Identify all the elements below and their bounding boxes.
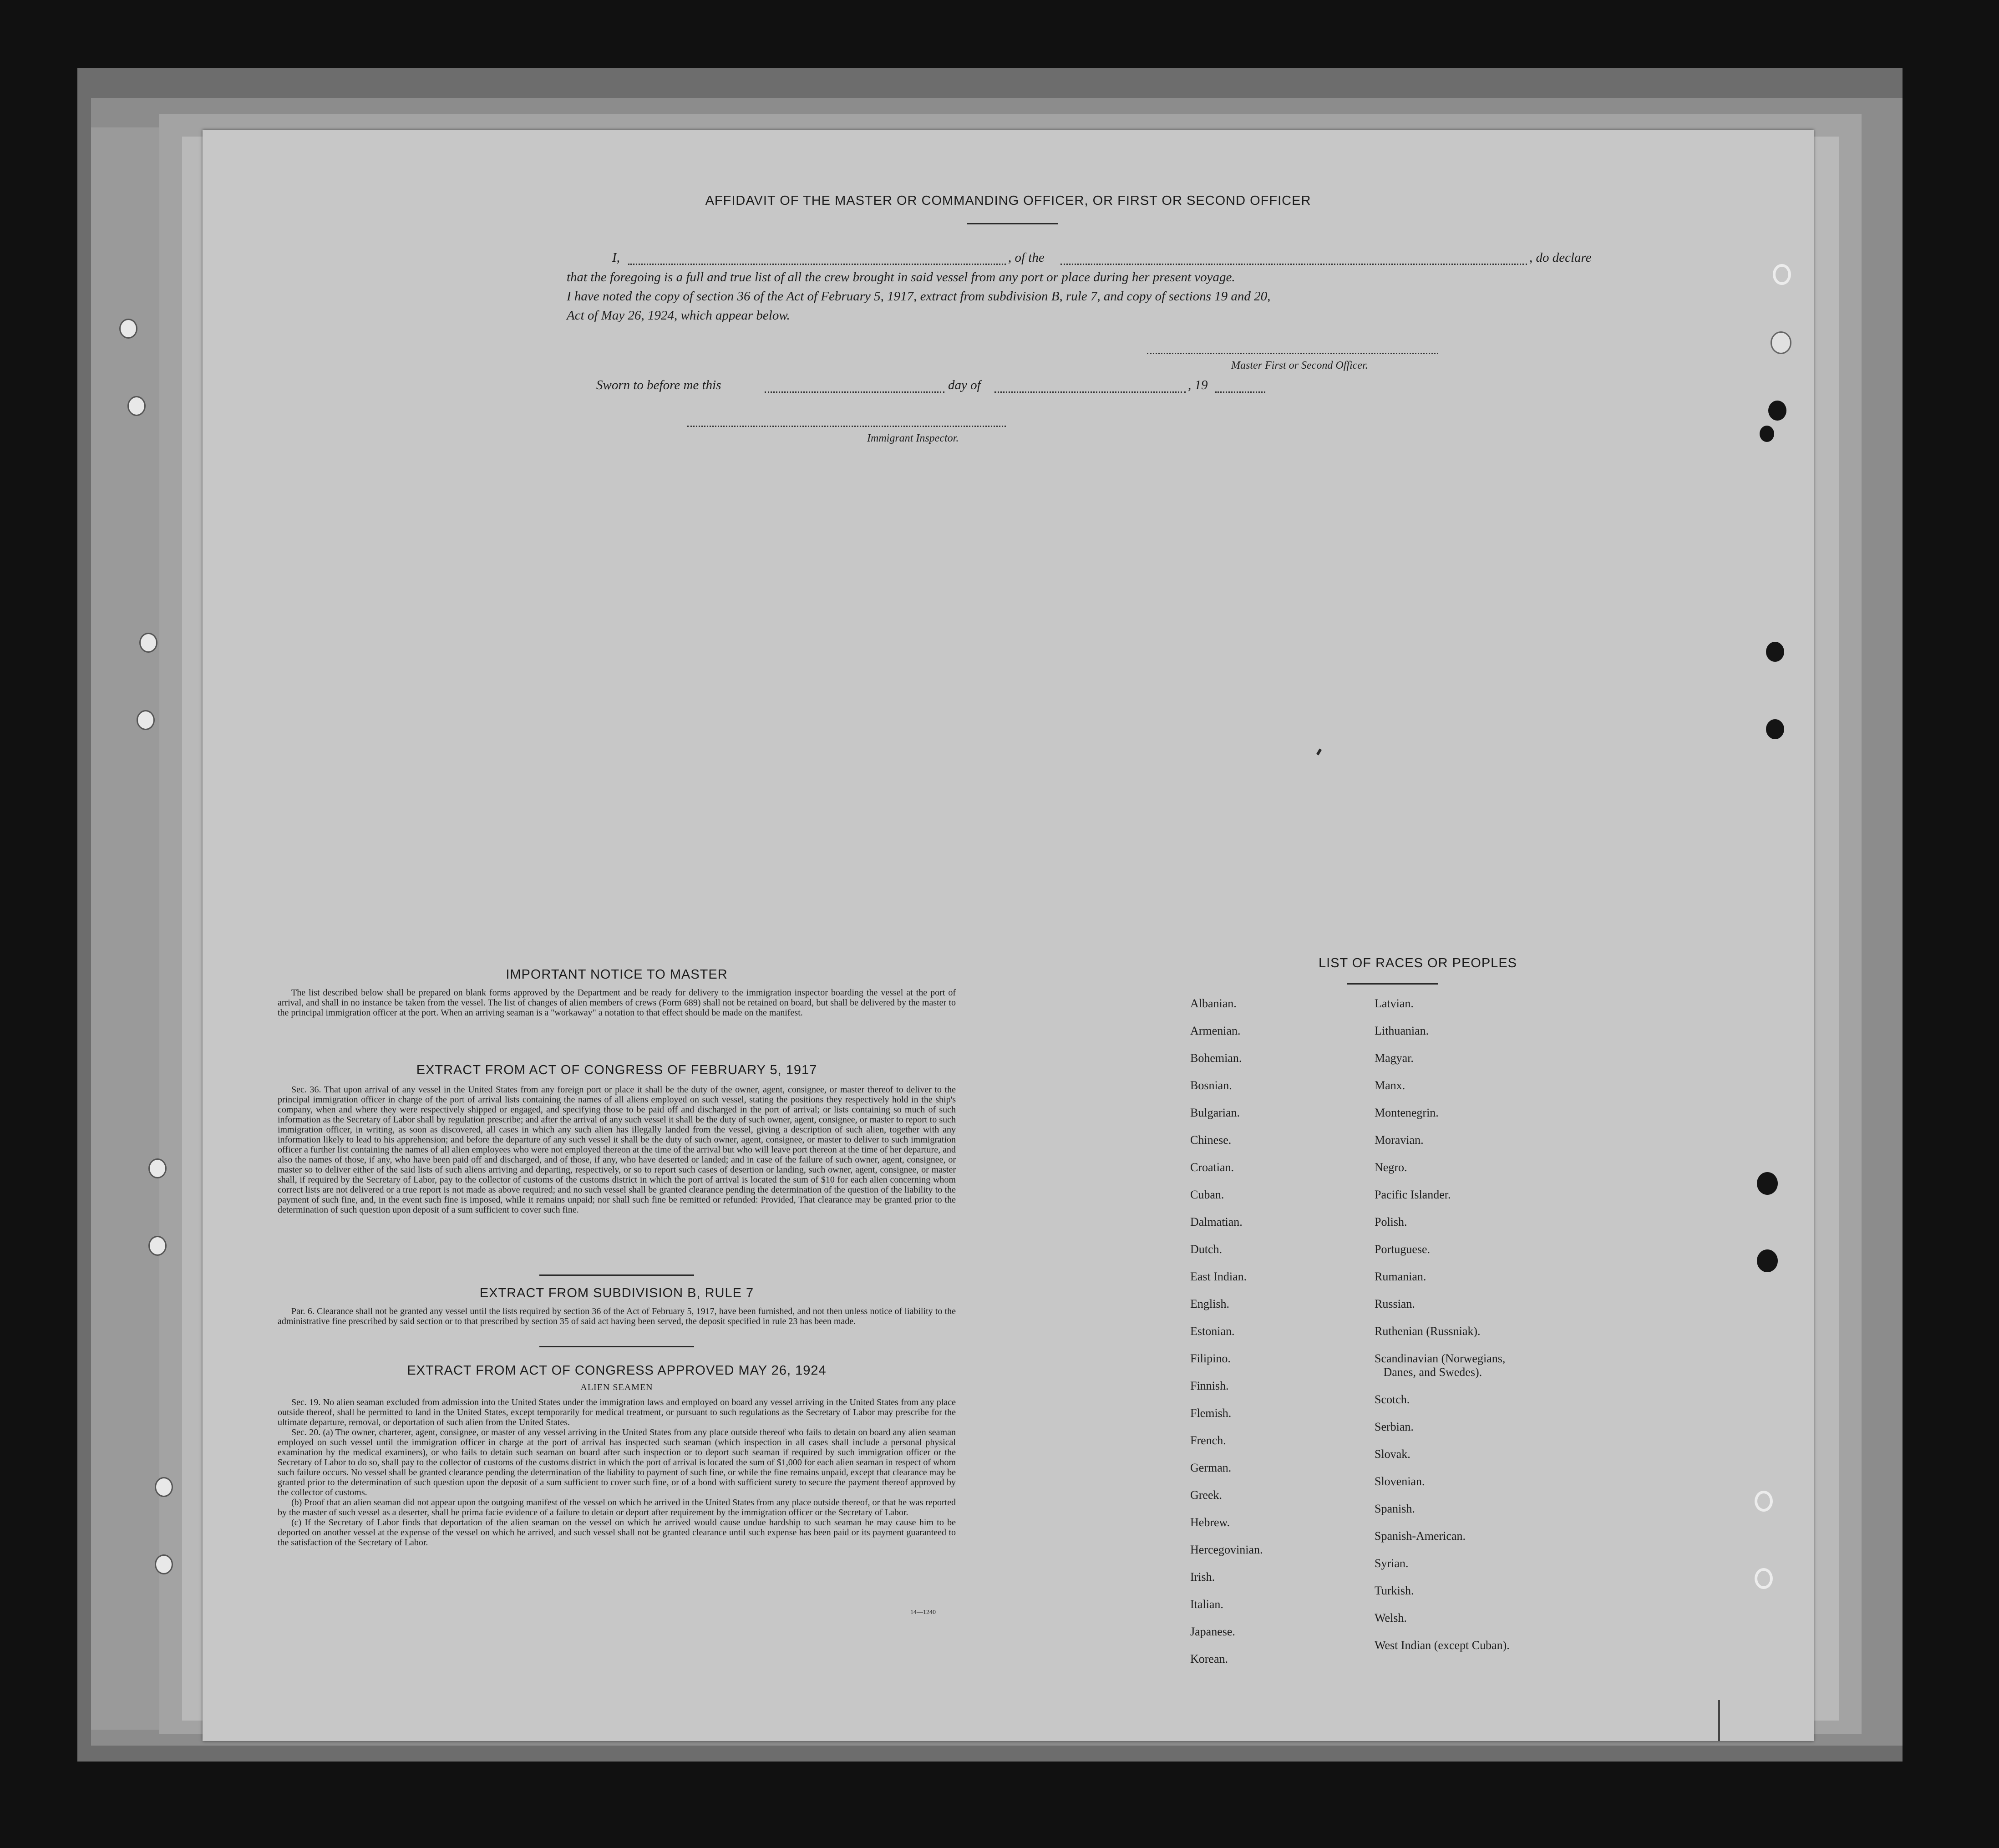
sworn-label: Sworn to before me this xyxy=(596,378,721,392)
punch-hole xyxy=(1768,401,1786,421)
notice-body: The list described below shall be prepared on blank forms approved by the Department and be ready for delivery to the immigration inspector boarding the vessel at the port of arrival, and shall in no instance be taken from the vessel. The list of changes of alien members of crews (Form 689) shall not be retained on board, but shall be delivered by the master to the principal immigration officer at the port. When an arriving seaman is a "workaway" a notation to that effect should be made on the manifest. xyxy=(278,988,956,1018)
race-item: Bosnian. xyxy=(1190,1079,1232,1092)
affidavit-declare: , do declare xyxy=(1529,250,1592,265)
race-item: Spanish. xyxy=(1375,1502,1415,1515)
race-item: Cuban. xyxy=(1190,1188,1224,1201)
race-item: Finnish. xyxy=(1190,1379,1229,1392)
race-item: Ruthenian (Russniak). xyxy=(1375,1325,1481,1338)
punch-hole xyxy=(1755,1491,1773,1512)
vessel-blank xyxy=(1060,254,1527,265)
divider xyxy=(1347,983,1438,985)
document-page xyxy=(203,130,1814,1741)
race-item: Dalmatian. xyxy=(1190,1215,1243,1229)
race-item: East Indian. xyxy=(1190,1270,1247,1283)
punch-hole xyxy=(1766,642,1784,662)
race-item: English. xyxy=(1190,1297,1229,1310)
section-20c: (c) If the Secretary of Labor finds that deportation of the alien seaman on the vessel on which he arrived would cause undue hardship to such seaman he may cause him to be deported on another vessel at the expense of the vessel on which he arrived, and such vessel shall not be granted clearance until such expense has been paid or its payment guaranteed to the satisfaction of the Secretary of Labor. xyxy=(278,1518,956,1548)
master-label: Master First or Second Officer. xyxy=(1231,360,1368,371)
divider xyxy=(967,223,1058,224)
punch-hole xyxy=(155,1477,173,1497)
race-item: Irish. xyxy=(1190,1570,1215,1584)
inspector-label: Immigrant Inspector. xyxy=(867,432,959,444)
race-item: Italian. xyxy=(1190,1598,1223,1611)
race-item: Syrian. xyxy=(1375,1557,1409,1570)
race-item: French. xyxy=(1190,1434,1226,1447)
subdivision-b-body: Par. 6. Clearance shall not be granted any vessel until the lists required by section 36 of the Act of February 5, 1917, have been furnished, and not then unless notice of liability to the administrative fine prescribed by said section or to that prescribed by section 35 of said act having been served, the deposit specified in rule 23 has been made. xyxy=(278,1306,956,1326)
punch-hole xyxy=(119,319,137,339)
race-item: Portuguese. xyxy=(1375,1243,1431,1256)
punch-hole xyxy=(148,1236,167,1256)
race-item: Spanish-American. xyxy=(1375,1529,1466,1543)
race-item: Slovenian. xyxy=(1375,1475,1425,1488)
punch-hole xyxy=(1755,1568,1773,1589)
race-item: Armenian. xyxy=(1190,1024,1241,1037)
race-item: Montenegrin. xyxy=(1375,1106,1439,1119)
race-item: Hebrew. xyxy=(1190,1516,1230,1529)
stray-mark xyxy=(1718,1700,1720,1741)
race-item: Korean. xyxy=(1190,1652,1228,1665)
signature-blank xyxy=(1147,348,1438,354)
race-item: Hercegovinian. xyxy=(1190,1543,1263,1556)
race-item: Scandinavian (Norwegians, Danes, and Swedes). xyxy=(1375,1352,1506,1379)
race-item: Magyar. xyxy=(1375,1051,1414,1065)
extract-1917-title: EXTRACT FROM ACT OF CONGRESS OF FEBRUARY 5, 1917 xyxy=(416,1063,817,1077)
race-item: Lithuanian. xyxy=(1375,1024,1429,1037)
race-item: Dutch. xyxy=(1190,1243,1223,1256)
affidavit-line-3: I have noted the copy of section 36 of the Act of February 5, 1917, extract from subdivision B, rule 7, and copy of sections 19 and 20, xyxy=(567,289,1271,304)
race-item: West Indian (except Cuban). xyxy=(1375,1639,1510,1652)
punch-hole xyxy=(1757,1172,1778,1195)
race-item: Estonian. xyxy=(1190,1325,1235,1338)
race-item: Russian. xyxy=(1375,1297,1415,1310)
punch-hole xyxy=(139,633,157,653)
race-item: Turkish. xyxy=(1375,1584,1414,1597)
race-item: Negro. xyxy=(1375,1161,1407,1174)
sworn-day-blank xyxy=(765,381,944,393)
name-blank xyxy=(628,254,1006,265)
sworn-month-blank xyxy=(994,381,1186,393)
race-item: Latvian. xyxy=(1375,997,1414,1010)
race-item: Albanian. xyxy=(1190,997,1237,1010)
race-item: Rumanian. xyxy=(1375,1270,1426,1283)
section-20b: (b) Proof that an alien seaman did not appear upon the outgoing manifest of the vessel on which he arrived in the United States from any place outside thereof, or that he was reported by the master of such vessel as a deserter, shall be prima facie evidence of a failure to detain or deport after requirement by the immigration officer or the Secretary of Labor. xyxy=(278,1498,956,1518)
race-item: Flemish. xyxy=(1190,1406,1232,1420)
extract-1924-subtitle: ALIEN SEAMEN xyxy=(580,1382,653,1392)
race-item: Japanese. xyxy=(1190,1625,1235,1638)
extract-1924-title: EXTRACT FROM ACT OF CONGRESS APPROVED MAY 26, 1924 xyxy=(407,1363,827,1378)
form-number: 14—1240 xyxy=(910,1609,936,1616)
race-item: Serbian. xyxy=(1375,1420,1414,1433)
sworn-year-blank xyxy=(1215,381,1265,393)
inspector-blank xyxy=(687,421,1006,427)
race-item: Moravian. xyxy=(1375,1133,1424,1147)
year-prefix: , 19 xyxy=(1188,378,1208,392)
extract-1924-sections xyxy=(278,1397,956,1548)
punch-hole xyxy=(1760,426,1774,442)
section-19: Sec. 19. No alien seaman excluded from admission into the United States under the immigration laws and employed on board any vessel arriving in the United States from any place outside thereof, shall be permitted to land in the United States, except temporarily for medical treatment, or pursuant to such regulations as the Secretary of Labor may prescribe for the ultimate departure, removal, or deportation of such alien from the United States. xyxy=(278,1397,956,1427)
race-item: German. xyxy=(1190,1461,1232,1474)
punch-hole xyxy=(137,710,155,730)
race-item: Pacific Islander. xyxy=(1375,1188,1451,1201)
race-item: Filipino. xyxy=(1190,1352,1231,1365)
subdivision-b-title: EXTRACT FROM SUBDIVISION B, RULE 7 xyxy=(479,1286,754,1300)
notice-title: IMPORTANT NOTICE TO MASTER xyxy=(506,967,728,982)
race-item: Manx. xyxy=(1375,1079,1405,1092)
race-item: Croatian. xyxy=(1190,1161,1234,1174)
affidavit-line-2: that the foregoing is a full and true list of all the crew brought in said vessel from any port or place during her present voyage. xyxy=(567,270,1235,284)
divider xyxy=(539,1274,694,1276)
punch-hole xyxy=(1757,1249,1778,1272)
punch-hole xyxy=(1771,331,1791,354)
race-item: Bulgarian. xyxy=(1190,1106,1240,1119)
punch-hole xyxy=(1766,719,1784,739)
race-item: Greek. xyxy=(1190,1488,1223,1502)
punch-hole xyxy=(148,1158,167,1178)
section-20a: Sec. 20. (a) The owner, charterer, agent, consignee, or master of any vessel arriving in the United States from any place outside thereof who fails to detain on board any alien seaman employed on such vessel until the immigration officer in charge at the port of arrival has inspected such seaman (which inspection in all cases shall include a personal physical examination by the medical examiners), or who fails to detain such seaman on board after such inspection or to deport such seaman if required by such immigration officer or the Secretary of Labor to do so, shall pay to the collector of customs of the customs district in which the port of arrival is located the sum of $1,000 for each alien seaman in respect of whom such failure occurs. No vessel shall be granted clearance pending the determination of the liability to payment of such fine, or while the fine remains unpaid, except that clearance may be granted prior to the determination of such question upon the deposit of a sum sufficient to cover such fine, or of a bond with sufficient surety to secure the payment thereof approved by the collector of customs. xyxy=(278,1427,956,1498)
affidavit-i: I, xyxy=(612,250,620,265)
day-of-label: day of xyxy=(948,378,981,392)
race-item: Slovak. xyxy=(1375,1447,1410,1461)
punch-hole xyxy=(1773,264,1791,285)
affidavit-line-4: Act of May 26, 1924, which appear below. xyxy=(567,308,790,323)
race-item: Chinese. xyxy=(1190,1133,1232,1147)
affidavit-of-the: , of the xyxy=(1008,250,1045,265)
punch-hole xyxy=(155,1554,173,1574)
affidavit-title: AFFIDAVIT OF THE MASTER OR COMMANDING OFFICER, OR FIRST OR SECOND OFFICER xyxy=(705,193,1311,208)
race-item: Scotch. xyxy=(1375,1393,1410,1406)
races-title: LIST OF RACES OR PEOPLES xyxy=(1318,956,1517,970)
race-item: Bohemian. xyxy=(1190,1051,1242,1065)
race-item: Polish. xyxy=(1375,1215,1407,1229)
extract-1917-body: Sec. 36. That upon arrival of any vessel in the United States from any foreign port or place it shall be the duty of the owner, agent, consignee, or master thereof to deliver to the principal immigration officer in charge of the port of arrival lists containing the names of all aliens employed on such vessel, stating the positions they respectively hold in the ship's company, when and where they were respectively shipped or engaged, and specifying those to be paid off and discharged in the port of arrival; or lists containing so much of such information as the Secretary of Labor shall by regulation prescribe; and after the arrival of any such vessel it shall be the duty of such owner, agent, consignee, or master to report to such immigration officer, in writing, as soon as discovered, all cases in which any such alien has illegally landed from the vessel, giving a description of such alien, together with any information likely to lead to his apprehension; and before the departure of any such vessel it shall be the duty of such owner, agent, consignee, or master to deliver to such immigration officer a further list containing the names of all alien employees who were not employed thereon at the time of the arrival but who will leave port thereon at the time of her departure, and also the names of those, if any, who have been paid off and discharged, and of those, if any, who have deserted or landed; and in case of the failure of such owner, agent, consignee, or master so to deliver either of the said lists of such aliens arriving and departing, respectively, or so to report such cases of desertion or landing, such owner, agent, consignee, or master shall, if required by the Secretary of Labor, pay to the collector of customs of the customs district in which the port of arrival is located the sum of $10 for each alien concerning whom correct lists are not delivered or a true report is not made as above required; and no such vessel shall be granted clearance pending the determination of the question of the liability to the payment of such fine, and, in the event such fine is imposed, while it remains unpaid; nor shall such fine be remitted or refunded: Provided, That clearance may be granted prior to the determination of such question upon deposit of a sum sufficient to cover such fine. xyxy=(278,1085,956,1215)
punch-hole xyxy=(127,396,146,416)
divider xyxy=(539,1346,694,1347)
stray-mark xyxy=(1316,748,1322,755)
race-item: Welsh. xyxy=(1375,1611,1407,1625)
